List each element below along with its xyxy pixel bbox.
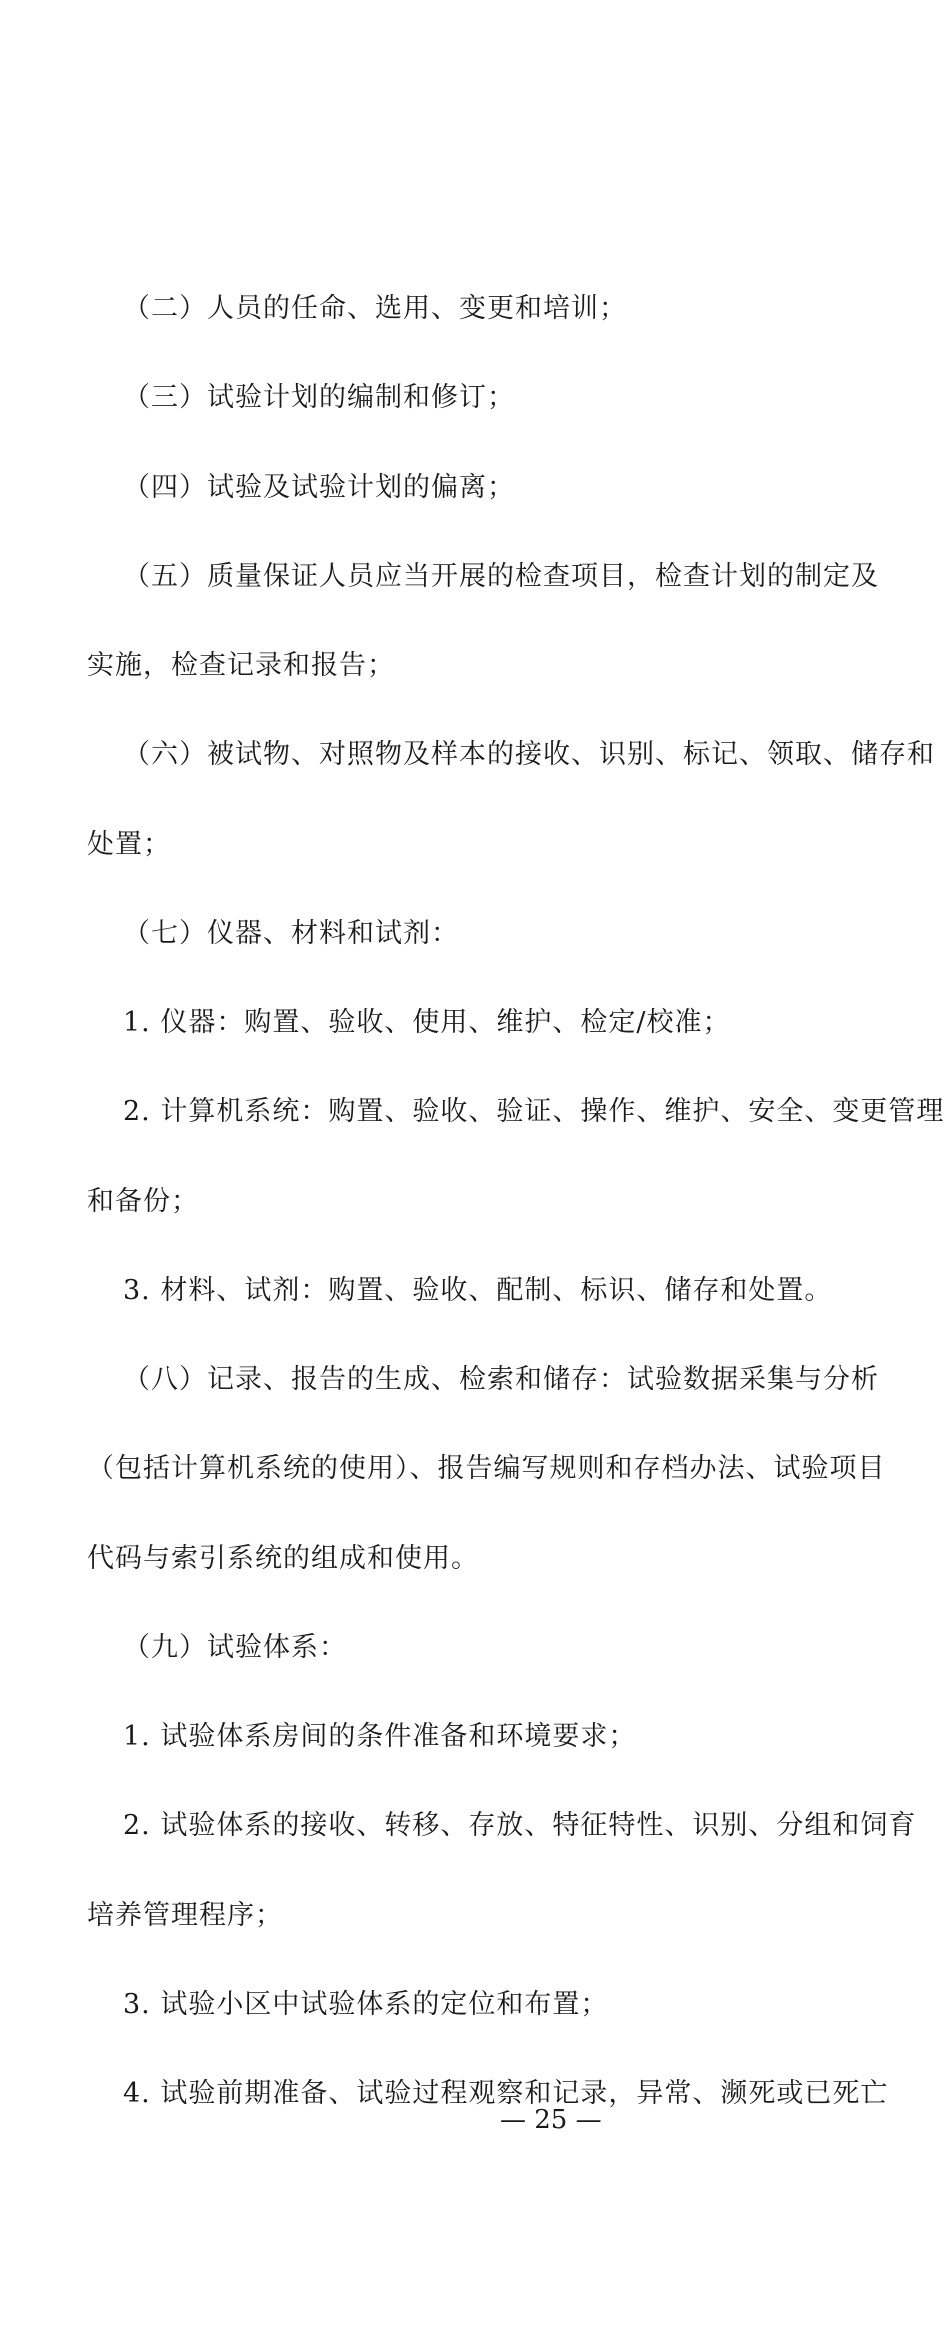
text-line: （二）人员的任命、选用、变更和培训； [123,293,627,324]
text-line: （包括计算机系统的使用）、报告编写规则和存档办法、试验项目 [87,1453,886,1484]
text-line: 实施，检查记录和报告； [87,650,395,681]
text-line: 处置； [87,829,171,860]
text-line: 2. 试验体系的接收、转移、存放、特征特性、识别、分组和饲育 [123,1810,917,1841]
text-line: （四）试验及试验计划的偏离； [123,472,515,503]
text-line: （八）记录、报告的生成、检索和储存：试验数据采集与分析 [123,1364,879,1395]
text-line: 代码与索引系统的组成和使用。 [87,1543,479,1574]
text-line: 2. 计算机系统：购置、验收、验证、操作、维护、安全、变更管理 [123,1096,944,1127]
page-number: — 25 — [500,2105,602,2135]
text-line: （五）质量保证人员应当开展的检查项目，检查计划的制定及 [123,561,879,592]
text-line: （七）仪器、材料和试剂： [123,918,459,949]
text-line: 4. 试验前期准备、试验过程观察和记录，异常、濒死或已死亡 [123,2078,889,2109]
text-line: 3. 试验小区中试验体系的定位和布置； [123,1989,609,2020]
text-line: （三）试验计划的编制和修订； [123,382,515,413]
text-line: （九）试验体系： [123,1632,347,1663]
text-line: 培养管理程序； [87,1900,283,1931]
text-line: 3. 材料、试剂：购置、验收、配制、标识、储存和处置。 [123,1275,833,1306]
text-line: 1. 仪器：购置、验收、使用、维护、检定/校准； [123,1007,731,1038]
text-line: （六）被试物、对照物及样本的接收、识别、标记、领取、储存和 [123,739,935,770]
text-line: 和备份； [87,1186,199,1217]
text-line: 1. 试验体系房间的条件准备和环境要求； [123,1721,637,1752]
